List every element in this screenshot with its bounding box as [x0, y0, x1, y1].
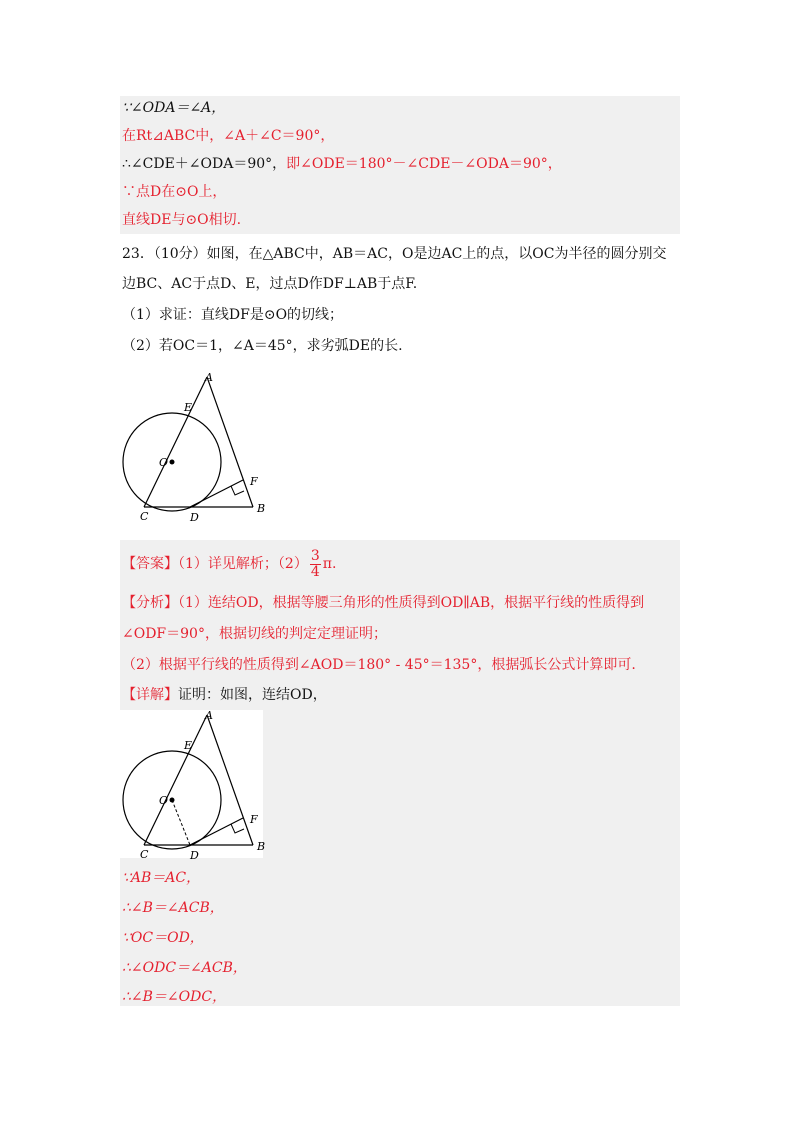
- proof-step-3: ∵OC＝OD，: [122, 930, 204, 946]
- label-e: E: [184, 401, 193, 414]
- fraction-denominator: 4: [310, 563, 320, 580]
- proof-line-4: ∵点D在⊙O上，: [122, 184, 227, 200]
- analysis-text-1: （1）连结OD，根据等腰三角形的性质得到OD∥AB，根据平行线的性质得到: [178, 595, 645, 611]
- proof-line-3b: 即∠ODE＝180°－∠CDE－∠ODA＝90°，: [286, 156, 562, 172]
- problem-stem-2: 边BC、AC于点D、E，过点D作DF⊥AB于点F.: [122, 276, 418, 292]
- proof-line-5: 直线DE与⊙O相切.: [122, 212, 242, 228]
- proof-step-4: ∴∠ODC＝∠ACB，: [122, 960, 247, 976]
- proof-line-1: ∵∠ODA＝∠A，: [122, 100, 226, 116]
- answer-text: （1）详见解析；（2）: [178, 556, 308, 572]
- answer-fraction: [310, 549, 321, 580]
- label-c: C: [140, 510, 149, 523]
- center-dot: [170, 460, 175, 465]
- label-e: E: [184, 739, 193, 752]
- proof-step-2: ∴∠B＝∠ACB，: [122, 900, 224, 916]
- analysis-line-1: [122, 593, 644, 613]
- proof-step-5: ∴∠B＝∠ODC，: [122, 989, 227, 1005]
- label-o: O: [159, 794, 169, 807]
- problem-stem-1: 23．（10分）如图，在△ABC中，AB＝AC，O是边AC上的点，以OC为半径的圆分别交: [122, 246, 667, 262]
- label-f: F: [250, 475, 258, 488]
- detail-line: [122, 685, 327, 705]
- label-f: F: [250, 813, 258, 826]
- analysis-line-3: （2）根据平行线的性质得到∠AOD＝180° - 45°＝135°，根据弧长公式计算即可.: [122, 657, 636, 673]
- segment-df: [190, 818, 243, 845]
- label-a: A: [205, 709, 213, 722]
- segment-ca: [144, 377, 207, 507]
- answer-tag: 【答案】: [122, 556, 178, 572]
- proof-line-3a: ∴∠CDE＋∠ODA＝90°，: [122, 156, 287, 172]
- geometry-figure-2: [110, 703, 280, 863]
- answer-line: [122, 547, 336, 581]
- problem-question-1: （1）求证：直线DF是⊙O的切线；: [122, 307, 344, 323]
- detail-tag: 【详解】: [122, 687, 178, 703]
- analysis-tag: 【分析】: [122, 595, 178, 611]
- analysis-line-2: ∠ODF＝90°，根据切线的判定定理证明；: [122, 626, 387, 642]
- fraction-numerator: 3: [310, 547, 320, 564]
- proof-step-1: ∵AB＝AC，: [122, 870, 201, 886]
- right-angle-mark: [231, 486, 244, 495]
- detail-text: 证明：如图，连结OD，: [178, 687, 327, 703]
- label-b: B: [257, 502, 266, 515]
- geometry-figure-1: [110, 365, 280, 525]
- label-o: O: [159, 456, 169, 469]
- label-d: D: [190, 511, 199, 524]
- segment-df: [190, 480, 243, 507]
- label-c: C: [140, 848, 149, 861]
- segment-od-dashed: [172, 800, 190, 845]
- answer-pi: π.: [322, 556, 337, 572]
- label-b: B: [257, 840, 266, 853]
- right-angle-mark: [231, 824, 244, 833]
- proof-line-3: [122, 154, 562, 174]
- label-a: A: [205, 371, 213, 384]
- proof-line-2: 在Rt⊿ABC中，∠A＋∠C＝90°，: [122, 128, 335, 144]
- problem-question-2: （2）若OC＝1，∠A＝45°，求劣弧DE的长.: [122, 338, 403, 354]
- center-dot: [170, 798, 175, 803]
- segment-ca: [144, 715, 207, 845]
- label-d: D: [190, 849, 199, 862]
